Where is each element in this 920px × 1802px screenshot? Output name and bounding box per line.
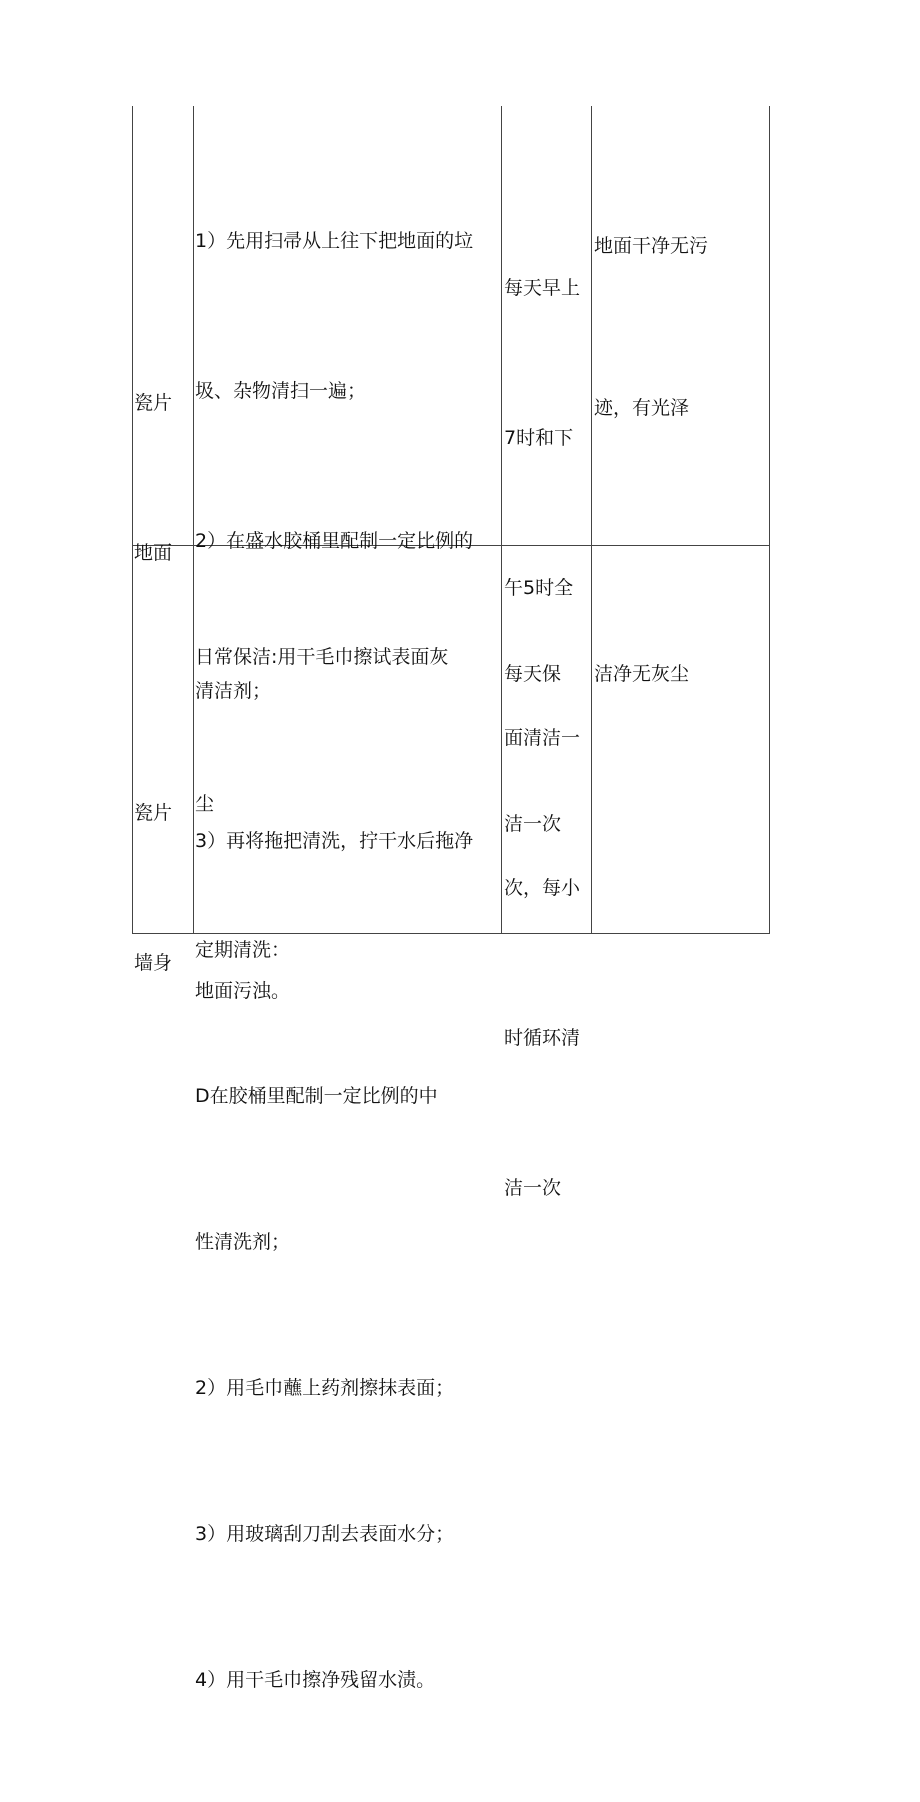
frequency-line: 每天早上 bbox=[504, 277, 581, 299]
method-line: 尘 bbox=[195, 792, 215, 815]
method-line: 4）用干毛巾擦净残留水渍。 bbox=[195, 1669, 436, 1692]
table-row-1-standard bbox=[594, 111, 708, 543]
method-line: 定期清洗： bbox=[195, 938, 291, 961]
frequency-line: 面清洁一 bbox=[504, 727, 581, 749]
cleaning-standards-table bbox=[132, 106, 770, 1692]
method-line: 3）再将拖把清洗，拧干水后拖净 bbox=[195, 830, 474, 852]
table-row-1-area bbox=[134, 278, 172, 678]
table-border-left bbox=[132, 106, 133, 934]
method-line: 1）先用扫帚从上往下把地面的垃 bbox=[195, 230, 474, 252]
method-line: 2）在盛水胶桶里配制一定比例的 bbox=[195, 530, 474, 552]
frequency-line: 洁一次 bbox=[504, 1177, 562, 1199]
standard-line: 迹，有光泽 bbox=[594, 397, 690, 419]
method-line: 地面污浊。 bbox=[195, 980, 291, 1002]
frequency-line: 次，每小 bbox=[504, 877, 581, 899]
table-row-2-standard bbox=[594, 549, 689, 799]
table-row-2-area bbox=[134, 688, 172, 1088]
frequency-line: 每天保 bbox=[504, 663, 562, 685]
area-line: 地面 bbox=[134, 542, 173, 564]
method-line: 清洁剂； bbox=[195, 680, 272, 702]
table-row-2-frequency bbox=[504, 549, 561, 949]
area-line: 墙身 bbox=[134, 952, 173, 974]
table-row-2-method bbox=[195, 536, 454, 1802]
column-divider-1 bbox=[193, 106, 194, 934]
method-line: 2）用毛巾蘸上药剂擦抹表面； bbox=[195, 1376, 455, 1399]
area-line: 瓷片 bbox=[134, 802, 173, 824]
column-divider-3 bbox=[591, 106, 592, 934]
frequency-line: 洁一次 bbox=[504, 813, 562, 835]
standard-line: 洁净无灰尘 bbox=[594, 663, 690, 685]
standard-line: 地面干净无污 bbox=[594, 235, 709, 257]
method-line: D在胶桶里配制一定比例的中 bbox=[195, 1084, 438, 1107]
column-divider-2 bbox=[501, 106, 502, 934]
method-line: 日常保洁:用干毛巾擦试表面灰 bbox=[195, 646, 449, 669]
frequency-line: 午5时全 bbox=[504, 577, 574, 599]
frequency-line: 7时和下 bbox=[504, 427, 574, 449]
method-line: 性清洗剂； bbox=[195, 1230, 291, 1253]
method-line: 3）用玻璃刮刀刮去表面水分； bbox=[195, 1523, 455, 1546]
frequency-line: 时循环清 bbox=[504, 1027, 581, 1049]
table-border-right bbox=[769, 106, 770, 934]
area-line: 瓷片 bbox=[134, 392, 173, 414]
method-line: 圾、杂物清扫一遍； bbox=[195, 380, 367, 402]
